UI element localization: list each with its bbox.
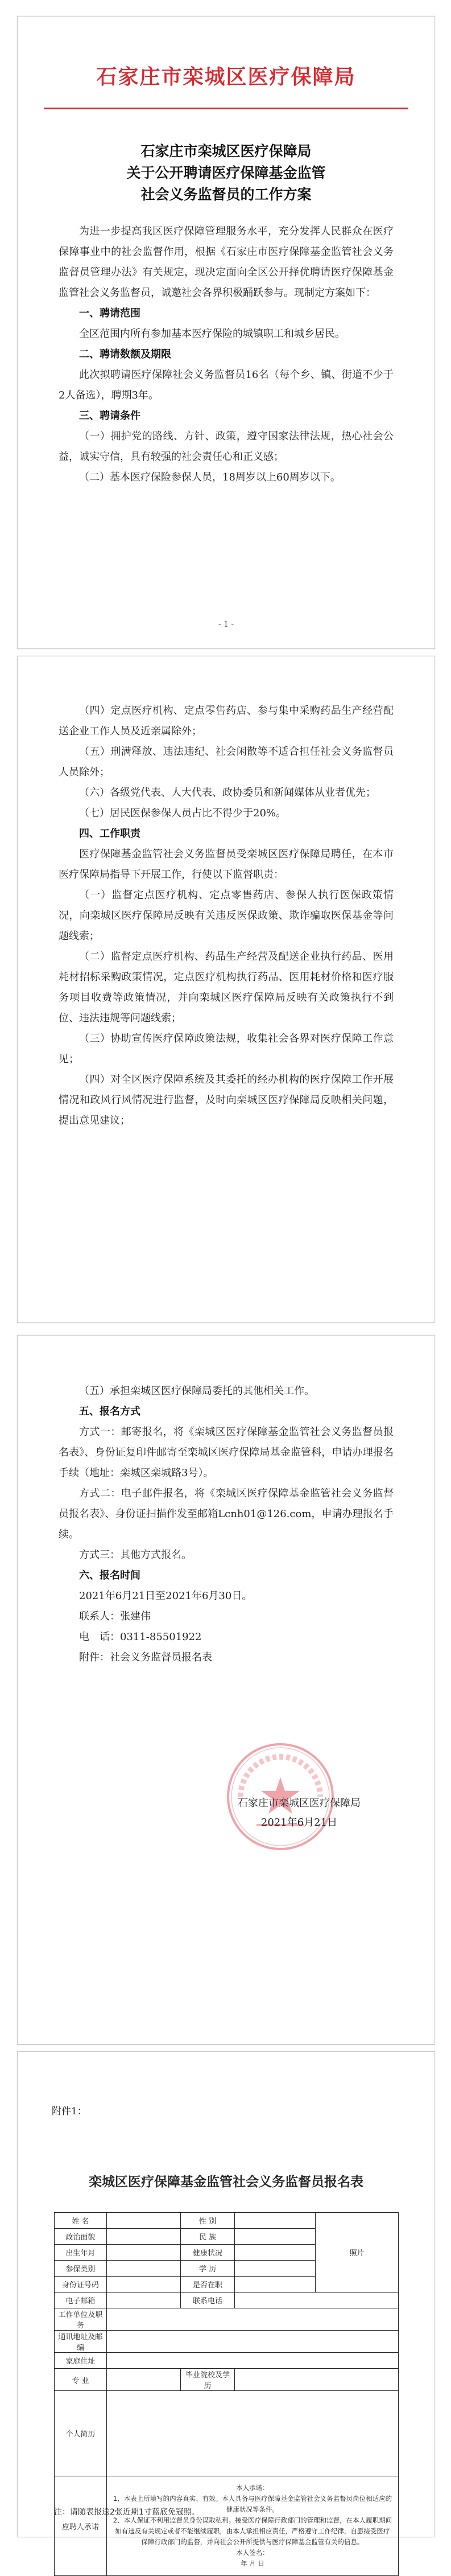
condition-4: （四）定点医疗机构、定点零售药店、参与集中采购药品生产经营配送企业工作人员及近亲属除外；	[59, 705, 394, 737]
title-line-2: 关于公开聘请医疗保障基金监管	[126, 165, 326, 181]
document-page-2	[17, 656, 435, 1323]
red-header: 石家庄市栾城区医疗保障局	[96, 65, 356, 89]
duty-5: （五）承担栾城区医疗保障局委托的其他相关工作。	[79, 1385, 315, 1397]
document-page-4	[17, 2051, 435, 2567]
form-title: 栾城区医疗保障基金监管社会义务监督员报名表	[89, 2175, 363, 2189]
contact-person: 联系人：张建伟	[79, 1610, 151, 1622]
field-resume[interactable]	[106, 2391, 398, 2476]
page-number: - 1 -	[218, 620, 234, 629]
label-name: 姓 名	[55, 2213, 107, 2229]
label-pledge: 应聘人承诺	[55, 2476, 107, 2576]
label-health: 健康状况	[180, 2245, 235, 2261]
label-employed: 是否在职	[180, 2277, 235, 2292]
label-insurance-type: 参保类别	[55, 2261, 107, 2277]
label-political: 政治面貌	[55, 2229, 107, 2245]
field-gender[interactable]	[235, 2213, 316, 2229]
title-line-1: 石家庄市栾城区医疗保障局	[140, 143, 312, 159]
label-ethnicity: 民 族	[180, 2229, 235, 2245]
label-resume: 个人简历	[55, 2391, 107, 2476]
condition-6: （六）各级党代表、人大代表、政协委员和新闻媒体从业者优先；	[79, 787, 376, 799]
field-political[interactable]	[106, 2229, 180, 2245]
label-workplace: 工作单位及职务	[55, 2308, 107, 2331]
intro-paragraph: 为进一步提高我区医疗保障管理服务水平，充分发挥人民群众在医疗保障事业中的社会监督作用，根据《石家庄市医疗保障基金监管社会义务监督员管理办法》有关规定，现决定面向全区公开择优聘请医疗保障基金监管社会义务监督员，诚邀社会各界积极踊跃参与。现制定方案如下：	[59, 225, 394, 299]
signature-block	[238, 1794, 361, 1833]
section-2-heading: 二、聘请数额及期限	[79, 348, 171, 360]
section-2-text: 此次拟聘请医疗保障社会义务监督员16名（每个乡、镇、街道不少于2人备选），聘期3年。	[59, 369, 394, 401]
field-name[interactable]	[106, 2213, 180, 2229]
label-email: 电子邮箱	[55, 2292, 107, 2308]
field-id-number[interactable]	[106, 2277, 180, 2292]
section-5-heading: 五、报名方式	[79, 1406, 140, 1418]
section-1-text: 全区范围内所有参加基本医疗保险的城镇职工和城乡居民。	[79, 328, 345, 340]
header-divider	[44, 108, 408, 109]
section-3-heading: 三、聘请条件	[79, 410, 140, 422]
section-4-intro: 医疗保障基金监管社会义务监督员受栾城区医疗保障局聘任，在本市医疗保障局指导下开展工作，行使以下监督职责：	[59, 848, 394, 881]
duty-3: （三）协助宣传医疗保障政策法规，收集社会各界对医疗保障工作意见；	[59, 1033, 394, 1065]
method-3: 方式三：其他方式报名。	[79, 1549, 192, 1561]
field-phone[interactable]	[235, 2292, 399, 2308]
time-text: 2021年6月21日至2021年6月30日。	[79, 1590, 253, 1602]
field-home[interactable]	[106, 2353, 398, 2369]
field-birth[interactable]	[106, 2245, 180, 2261]
photo-box: 照片	[316, 2213, 399, 2292]
condition-2: （二）基本医疗保险参保人员，18周岁以上60周岁以下。	[79, 471, 341, 483]
page3-body	[59, 1381, 394, 1668]
field-employed[interactable]	[235, 2277, 316, 2292]
label-address: 通讯地址及邮编	[55, 2331, 107, 2353]
method-2: 方式二：电子邮件报名，将《栾城区医疗保障基金监管社会义务监督员报名表》、身份证扫描件发至邮箱Lcnh01@126.com，申请办理报名手续。	[59, 1488, 394, 1540]
duty-2: （二）监督定点医疗机构、药品生产经营及配送企业执行药品、医用耗材招标采购政策情况，定点医疗机构执行药品、医用耗材价格和医疗服务项目收费等政策情况，并向栾城区医疗保障局反映有关政策执行不到位、违法违规等问题线索；	[59, 951, 394, 1024]
duty-4: （四）对全区医疗保障系统及其委托的经办机构的医疗保障工作开展情况和政风行风情况进行监督，及时向栾城区医疗保障局反映相关问题，提出意见建议；	[59, 1074, 394, 1127]
section-1-heading: 一、聘请范围	[79, 307, 140, 319]
label-phone: 联系电话	[180, 2292, 235, 2308]
registration-form-table	[54, 2212, 399, 2576]
field-major[interactable]	[106, 2369, 180, 2391]
photo-footnote: 注：请随表报送2张近期1寸蓝底免冠照。	[54, 2508, 200, 2517]
document-page-1	[17, 16, 435, 649]
field-email[interactable]	[106, 2292, 180, 2308]
contact-phone: 电 话：0311-85501922	[79, 1631, 202, 1643]
label-school: 毕业院校及学历	[180, 2369, 235, 2391]
document-title	[46, 141, 406, 206]
signing-org: 石家庄市栾城区医疗保障局	[238, 1797, 361, 1809]
title-line-3: 社会义务监督员的工作方案	[140, 186, 312, 203]
attachment-note: 附件：社会义务监督员报名表	[79, 1651, 212, 1663]
condition-7: （七）居民医保参保人员占比不得少于20%。	[79, 807, 287, 819]
field-workplace[interactable]	[106, 2308, 398, 2331]
signing-date: 2021年6月21日	[260, 1817, 338, 1829]
condition-1: （一）拥护党的路线、方针、政策，遵守国家法律法规，热心社会公益，诚实守信，具有较强的社会责任心和正义感；	[59, 430, 394, 463]
field-insurance-type[interactable]	[106, 2261, 180, 2277]
label-major: 专 业	[55, 2369, 107, 2391]
label-home: 家庭住址	[55, 2353, 107, 2369]
method-1: 方式一：邮寄报名，将《栾城区医疗保障基金监管社会义务监督员报名表》、身份证复印件邮寄至栾城区医疗保障局基金监管科，申请办理报名手续（地址：栾城区栾城路3号）。	[59, 1426, 394, 1479]
field-address[interactable]	[106, 2331, 398, 2353]
label-gender: 性 别	[180, 2213, 235, 2229]
page1-body	[59, 221, 394, 488]
condition-5: （五）刑满释放、违法违纪、社会闲散等不适合担任社会义务监督员人员除外；	[59, 746, 394, 778]
field-health[interactable]	[235, 2245, 316, 2261]
section-6-heading: 六、报名时间	[79, 1570, 140, 1581]
section-4-heading: 四、工作职责	[79, 828, 140, 840]
document-page-3	[17, 1335, 435, 2045]
annex-label: 附件1：	[52, 2106, 87, 2117]
label-id-number: 身份证号码	[55, 2277, 107, 2292]
field-school[interactable]	[235, 2369, 399, 2391]
label-birth: 出生年月	[55, 2245, 107, 2261]
field-education[interactable]	[235, 2261, 316, 2277]
pledge-text: 本人承诺： 1、本表上所填写的内容真实、有效。本人具备与医疗保障基金监管社会义务监督员岗位相适应的健康状况等条件。 2、本人保证不利用监督员身份谋取私利。接受医疗保障行政部门的管理和监督，在本人履职期间如有违反有关规定或者不能继续履职，由本人承担相应责任，严格遵守工作纪律，自愿接受医疗保障行政部门的监督，并向社会公开所提供与医疗保障基金监管有关的信息。 本人签名： 年 月 日	[106, 2476, 398, 2576]
duty-1: （一）监督定点医疗机构、定点零售药店、参保人执行医保政策情况，向栾城区医疗保障局反映有关违反医保政策、欺诈骗取医保基金等问题线索；	[59, 889, 394, 942]
label-education: 学 历	[180, 2261, 235, 2277]
page2-body	[59, 701, 394, 1131]
field-ethnicity[interactable]	[235, 2229, 316, 2245]
